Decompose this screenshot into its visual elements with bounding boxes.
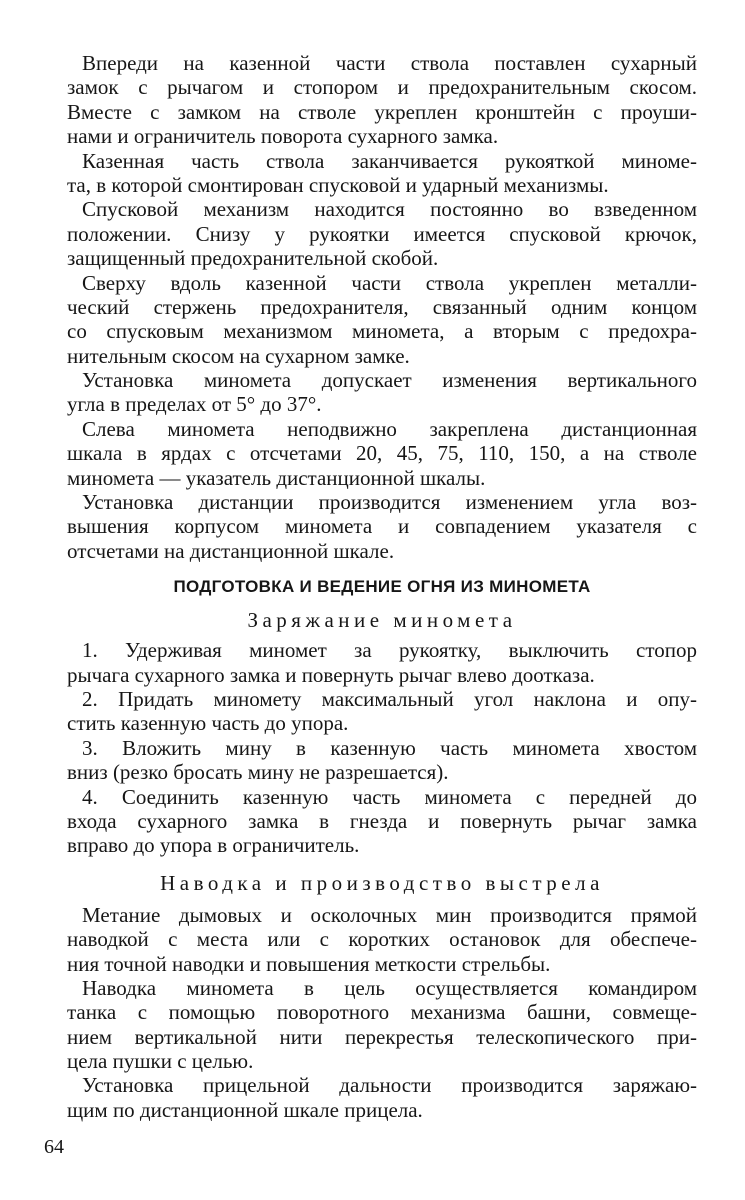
text-line: ния точной наводки и повышения меткости стрельбы. [67, 951, 551, 976]
paragraph [67, 903, 697, 976]
paragraph [67, 368, 697, 417]
text-line: 2. Придать миномету максимальный угол наклона и опу- [82, 686, 697, 711]
text-line: вышения корпусом миномета и совпадением указателя с [67, 514, 697, 539]
text-line: танка с помощью поворотного механизма башни, совмеще- [67, 1000, 697, 1025]
paragraph [67, 197, 697, 270]
paragraph [67, 976, 697, 1074]
paragraph [67, 490, 697, 563]
text-line: угла в пределах от 5° до 37°. [67, 392, 322, 417]
text-line: рычага сухарного замка и повернуть рычаг влево доотказа. [67, 662, 595, 687]
text-line: замок с рычагом и стопором и предохранительным скосом. [67, 75, 697, 100]
text-line: стить казенную часть до упора. [67, 711, 349, 736]
text-line: Сверху вдоль казенной части ствола укреплен металли- [82, 270, 697, 295]
text-line: Казенная часть ствола заканчивается рукояткой миноме- [82, 148, 697, 173]
loading-step [67, 638, 697, 687]
intro-section [67, 51, 697, 563]
text-line: Метание дымовых и осколочных мин производится прямой [82, 902, 697, 927]
text-line: цела пушки с целью. [67, 1049, 254, 1074]
text-line: Установка прицельной дальности производится заряжаю- [82, 1073, 697, 1098]
loading-steps [67, 638, 697, 858]
text-line: наводкой с места или с коротких остановок для обеспече- [67, 927, 697, 952]
paragraph [67, 51, 697, 149]
text-line: Установка миномета допускает изменения вертикального [82, 368, 697, 393]
text-line: защищенный предохранительной скобой. [67, 246, 439, 271]
page-number: 64 [44, 1136, 64, 1158]
text-line: отсчетами на дистанционной шкале. [67, 538, 395, 563]
text-line: положении. Снизу у рукоятки имеется спусковой крючок, [67, 221, 697, 246]
subheading-aiming: Наводка и производство выстрела [160, 870, 604, 895]
paragraph [67, 149, 697, 198]
text-line: вниз (резко бросать мину не разрешается). [67, 760, 449, 785]
text-line: 4. Соединить казенную часть миномета с передней до [82, 784, 697, 809]
aiming-section [67, 903, 697, 1123]
text-line: ческий стержень предохранителя, связанный одним концом [67, 294, 697, 319]
section-heading: ПОДГОТОВКА И ВЕДЕНИЕ ОГНЯ ИЗ МИНОМЕТА [173, 577, 591, 597]
text-line: та, в которой смонтирован спусковой и ударный механизмы. [67, 172, 609, 197]
text-line: Слева миномета неподвижно закреплена дистанционная [82, 416, 697, 441]
text-line: Впереди на казенной части ствола поставлен сухарный [82, 51, 697, 75]
text-line: входа сухарного замка в гнезда и повернуть рычаг замка [67, 808, 697, 833]
subheading-loading: Заряжание миномета [247, 608, 517, 633]
text-line: нительным скосом на сухарном замке. [67, 343, 410, 368]
text-line: Вместе с замком на стволе укреплен кронштейн с проуши- [67, 99, 697, 124]
loading-step [67, 785, 697, 858]
text-line: щим по дистанционной шкале прицела. [67, 1097, 423, 1122]
text-line: 3. Вложить мину в казенную часть миномета хвостом [82, 735, 697, 760]
paragraph [67, 1073, 697, 1122]
text-line: нами и ограничитель поворота сухарного замка. [67, 124, 499, 149]
text-line: со спусковым механизмом миномета, а вторым с предохра- [67, 319, 697, 344]
loading-step [67, 687, 697, 736]
text-line: миномета — указатель дистанционной шкалы. [67, 465, 486, 490]
text-line: Спусковой механизм находится постоянно во взведенном [82, 197, 697, 222]
text-line: шкала в ярдах с отсчетами 20, 45, 75, 110, 150, а на стволе [67, 441, 697, 466]
paragraph [67, 271, 697, 369]
text-line: вправо до упора в ограничитель. [67, 833, 360, 858]
loading-step [67, 736, 697, 785]
page-text [67, 51, 697, 1122]
paragraph [67, 417, 697, 490]
text-line: Установка дистанции производится изменением угла воз- [82, 490, 697, 515]
text-line: Наводка миномета в цель осуществляется командиром [82, 975, 697, 1000]
text-line: 1. Удерживая миномет за рукоятку, выключить стопор [82, 638, 697, 663]
text-line: нием вертикальной нити перекрестья телескопического при- [67, 1024, 697, 1049]
